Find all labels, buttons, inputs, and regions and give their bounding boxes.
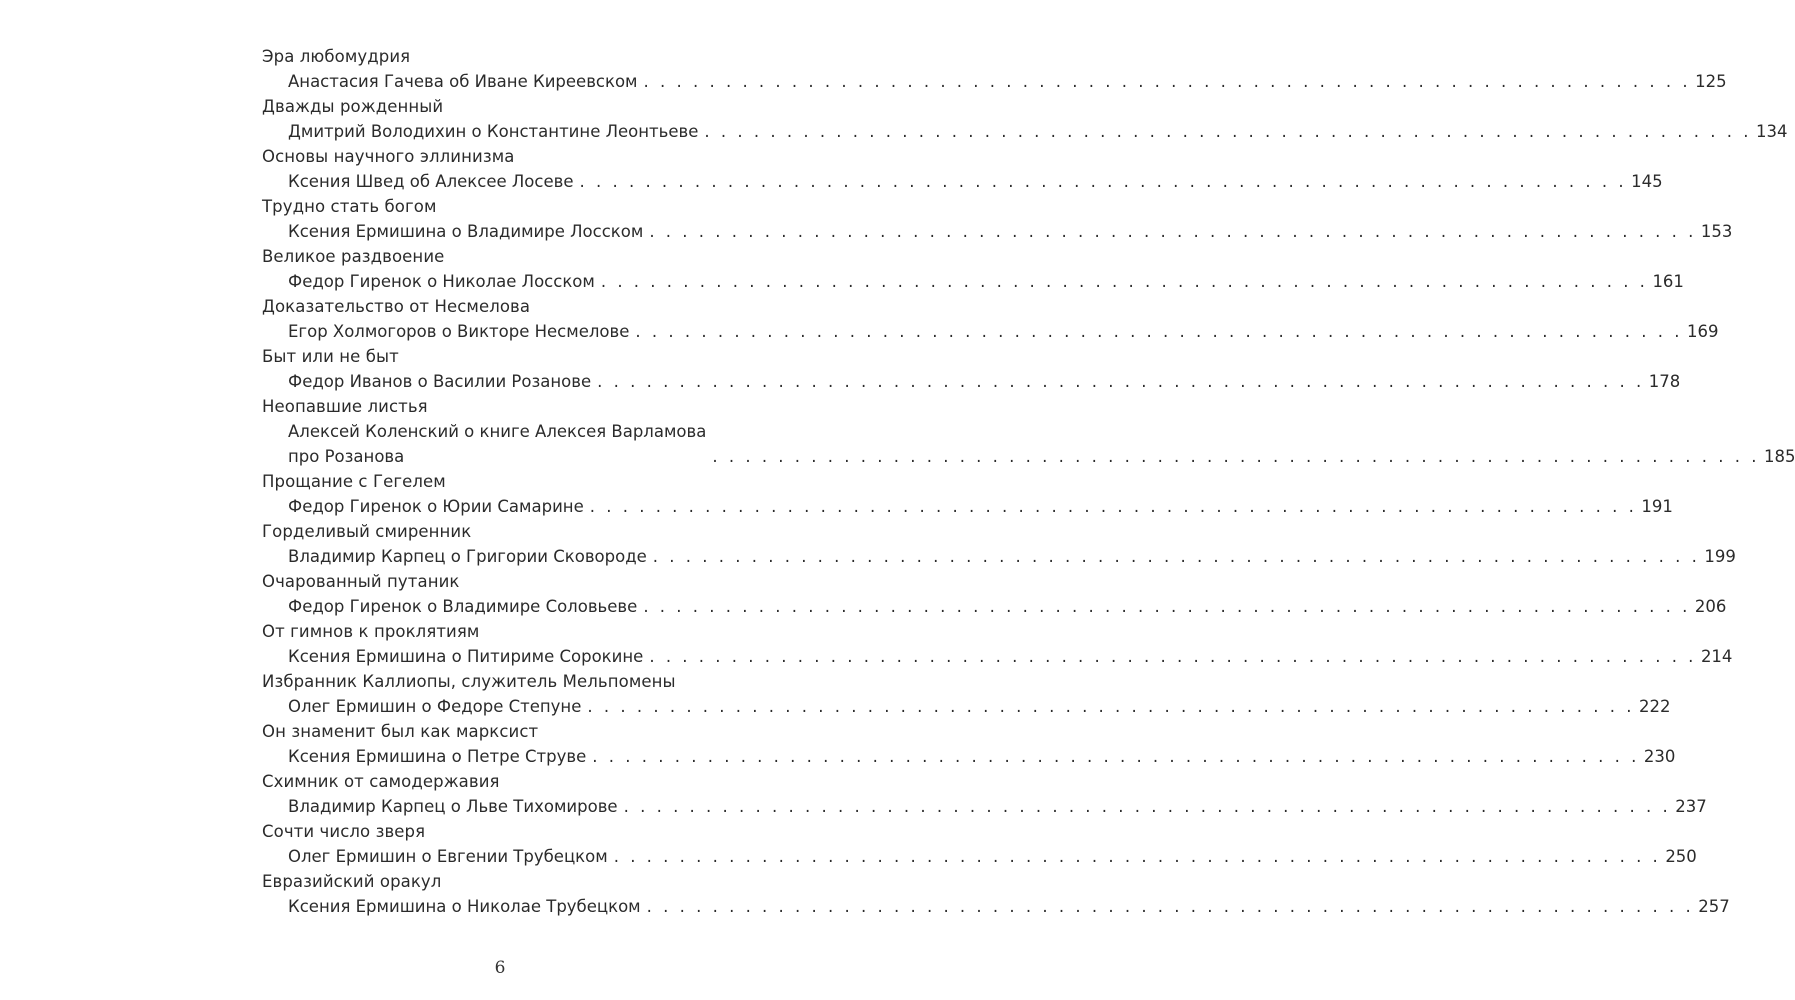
toc-entry-author-block <box>288 694 581 719</box>
toc-entry-title: Неопавшие листья <box>262 397 428 416</box>
toc-entry-author: Федор Гиренок о Владимире Соловьеве <box>288 597 638 616</box>
toc-entry <box>262 44 1727 94</box>
toc-entry <box>262 244 1684 294</box>
toc-entry-author: Владимир Карпец о Григории Сковороде <box>288 547 647 566</box>
toc-entry-title: Основы научного эллинизма <box>262 147 515 166</box>
toc-entry <box>262 94 1788 144</box>
toc-entry <box>262 519 1736 569</box>
toc-entry-page: 153 <box>1700 222 1733 241</box>
dot-leader: . . . . . . . . . . . . . . . . . . . . . . . . . . . . . . . . . . . . . . . . . . . . . . . . . . . . . . . . . . . . . . . . <box>623 797 1671 816</box>
toc-entry-title: Евразийский оракул <box>262 872 442 891</box>
toc-entry-page: 250 <box>1665 847 1697 866</box>
toc-entry-author-block <box>288 744 586 769</box>
toc-entry-page: 125 <box>1695 72 1727 91</box>
toc-entry-page: 134 <box>1756 122 1788 141</box>
toc-entry <box>262 394 1795 469</box>
toc-entry-author: Анастасия Гачева об Иване Киреевском <box>288 72 638 91</box>
dot-leader: . . . . . . . . . . . . . . . . . . . . . . . . . . . . . . . . . . . . . . . . . . . . . . . . . . . . . . . . . . . . . . . . <box>587 697 1635 716</box>
toc-entry-author-block <box>288 844 608 869</box>
toc-entry-author-block <box>288 369 591 394</box>
toc-entry-title: Прощание с Гегелем <box>262 472 446 491</box>
toc-entry <box>262 719 1676 769</box>
toc-entry-author-block <box>288 494 584 519</box>
toc-entry-author-block <box>288 419 706 469</box>
toc-entry <box>262 294 1719 344</box>
toc-entry-page: 206 <box>1694 597 1727 616</box>
dot-leader: . . . . . . . . . . . . . . . . . . . . . . . . . . . . . . . . . . . . . . . . . . . . . . . . . . . . . . . . . . . . . . . . <box>646 897 1694 916</box>
toc-entry-title: Сочти число зверя <box>262 822 426 841</box>
table-of-contents <box>262 44 1795 919</box>
toc-entry <box>262 669 1671 719</box>
toc-entry <box>262 344 1681 394</box>
toc-entry-page: 199 <box>1704 547 1736 566</box>
toc-entry <box>262 469 1673 519</box>
toc-entry-author-block <box>288 794 618 819</box>
toc-entry-page: 230 <box>1643 747 1676 766</box>
toc-entry-page: 161 <box>1652 272 1684 291</box>
toc-entry-author-block <box>288 119 698 144</box>
dot-leader: . . . . . . . . . . . . . . . . . . . . . . . . . . . . . . . . . . . . . . . . . . . . . . . . . . . . . . . . . . . . . . . . <box>635 322 1683 341</box>
toc-entry-page: 222 <box>1638 697 1671 716</box>
toc-entry-page: 257 <box>1698 897 1730 916</box>
dot-leader: . . . . . . . . . . . . . . . . . . . . . . . . . . . . . . . . . . . . . . . . . . . . . . . . . . . . . . . . . . . . . . . . <box>643 597 1691 616</box>
toc-entry <box>262 144 1663 194</box>
dot-leader: . . . . . . . . . . . . . . . . . . . . . . . . . . . . . . . . . . . . . . . . . . . . . . . . . . . . . . . . . . . . . . . . <box>600 272 1648 291</box>
toc-entry-line <box>262 419 1795 469</box>
toc-entry <box>262 619 1733 669</box>
toc-entry-line <box>262 369 1681 394</box>
dot-leader: . . . . . . . . . . . . . . . . . . . . . . . . . . . . . . . . . . . . . . . . . . . . . . . . . . . . . . . . . . . . . . . . <box>613 847 1661 866</box>
toc-entry-author-block <box>288 269 595 294</box>
dot-leader: . . . . . . . . . . . . . . . . . . . . . . . . . . . . . . . . . . . . . . . . . . . . . . . . . . . . . . . . . . . . . . . . <box>592 747 1640 766</box>
toc-entry-author-block <box>288 544 647 569</box>
toc-entry-author-block <box>288 319 629 344</box>
dot-leader: . . . . . . . . . . . . . . . . . . . . . . . . . . . . . . . . . . . . . . . . . . . . . . . . . . . . . . . . . . . . . . . . <box>712 447 1760 466</box>
toc-entry-author: Федор Гиренок о Николае Лосском <box>288 272 595 291</box>
toc-entry-line <box>262 544 1736 569</box>
toc-entry-title: Схимник от самодержавия <box>262 772 500 791</box>
toc-entry-line <box>262 119 1788 144</box>
toc-entry-line <box>262 844 1697 869</box>
toc-entry-line <box>262 269 1684 294</box>
dot-leader: . . . . . . . . . . . . . . . . . . . . . . . . . . . . . . . . . . . . . . . . . . . . . . . . . . . . . . . . . . . . . . . . <box>652 547 1700 566</box>
toc-entry-line <box>262 594 1727 619</box>
toc-entry-page: 214 <box>1700 647 1733 666</box>
page-number: 6 <box>494 958 506 978</box>
toc-entry-title: Быт или не быт <box>262 347 399 366</box>
dot-leader: . . . . . . . . . . . . . . . . . . . . . . . . . . . . . . . . . . . . . . . . . . . . . . . . . . . . . . . . . . . . . . . . <box>579 172 1627 191</box>
toc-entry-title: Он знаменит был как марксист <box>262 722 539 741</box>
toc-entry <box>262 569 1727 619</box>
toc-entry-page: 237 <box>1675 797 1707 816</box>
dot-leader: . . . . . . . . . . . . . . . . . . . . . . . . . . . . . . . . . . . . . . . . . . . . . . . . . . . . . . . . . . . . . . . . <box>597 372 1645 391</box>
toc-entry-title: Избранник Каллиопы, служитель Мельпомены <box>262 672 676 691</box>
toc-entry-author: Дмитрий Володихин о Константине Леонтьеве <box>288 122 699 141</box>
toc-entry-title: Эра любомудрия <box>262 47 411 66</box>
toc-entry-page: 169 <box>1686 322 1719 341</box>
toc-entry <box>262 869 1730 919</box>
dot-leader: . . . . . . . . . . . . . . . . . . . . . . . . . . . . . . . . . . . . . . . . . . . . . . . . . . . . . . . . . . . . . . . . <box>589 497 1637 516</box>
toc-entry-author: Федор Иванов о Василии Розанове <box>288 372 592 391</box>
toc-entry <box>262 194 1733 244</box>
toc-entry-author: Олег Ермишин о Евгении Трубецком <box>288 847 608 866</box>
toc-entry-author: Алексей Коленский о книге Алексея Варламова <box>288 422 707 441</box>
toc-entry <box>262 769 1707 819</box>
toc-entry-author: Владимир Карпец о Льве Тихомирове <box>288 797 618 816</box>
toc-entry-title: Очарованный путаник <box>262 572 460 591</box>
toc-entry-author: Ксения Ермишина о Питириме Сорокине <box>288 647 644 666</box>
toc-entry-author: Ксения Ермишина о Владимире Лосском <box>288 222 644 241</box>
toc-entry-author: Олег Ермишин о Федоре Степуне <box>288 697 582 716</box>
toc-entry-author: Ксения Ермишина о Петре Струве <box>288 747 587 766</box>
toc-entry-page: 178 <box>1648 372 1681 391</box>
toc-entry-author: Федор Гиренок о Юрии Самарине <box>288 497 584 516</box>
toc-entry-author-block <box>288 169 573 194</box>
toc-entry-line <box>262 794 1707 819</box>
toc-entry-page: 145 <box>1631 172 1663 191</box>
toc-entry-title: Дважды рожденный <box>262 97 444 116</box>
dot-leader: . . . . . . . . . . . . . . . . . . . . . . . . . . . . . . . . . . . . . . . . . . . . . . . . . . . . . . . . . . . . . . . . <box>643 72 1691 91</box>
toc-entry-line <box>262 494 1673 519</box>
toc-entry-line <box>262 219 1733 244</box>
toc-entry-line <box>262 744 1676 769</box>
dot-leader: . . . . . . . . . . . . . . . . . . . . . . . . . . . . . . . . . . . . . . . . . . . . . . . . . . . . . . . . . . . . . . . . <box>704 122 1752 141</box>
toc-entry-author: Егор Холмогоров о Викторе Несмелове <box>288 322 630 341</box>
toc-entry-title: Доказательство от Несмелова <box>262 297 531 316</box>
toc-entry-line <box>262 319 1719 344</box>
toc-entry <box>262 819 1697 869</box>
toc-entry-line <box>262 694 1671 719</box>
toc-entry-title: Великое раздвоение <box>262 247 445 266</box>
toc-entry-line <box>262 169 1663 194</box>
toc-entry-author-block <box>288 69 638 94</box>
toc-entry-page: 185 <box>1763 447 1795 466</box>
toc-entry-title: Трудно стать богом <box>262 197 437 216</box>
toc-entry-author-block <box>288 894 641 919</box>
toc-entry-line <box>262 69 1727 94</box>
toc-entry-author-block <box>288 644 643 669</box>
toc-entry-line <box>262 894 1730 919</box>
toc-entry-author-block <box>288 594 637 619</box>
toc-entry-title: От гимнов к проклятиям <box>262 622 480 641</box>
dot-leader: . . . . . . . . . . . . . . . . . . . . . . . . . . . . . . . . . . . . . . . . . . . . . . . . . . . . . . . . . . . . . . . . <box>649 222 1697 241</box>
toc-entry-author-block <box>288 219 643 244</box>
toc-entry-author-continued: про Розанова <box>288 447 405 466</box>
toc-entry-author: Ксения Швед об Алексее Лосеве <box>288 172 574 191</box>
toc-entry-title: Горделивый смиренник <box>262 522 472 541</box>
toc-entry-line <box>262 644 1733 669</box>
toc-entry-author: Ксения Ермишина о Николае Трубецком <box>288 897 641 916</box>
toc-entry-page: 191 <box>1641 497 1673 516</box>
dot-leader: . . . . . . . . . . . . . . . . . . . . . . . . . . . . . . . . . . . . . . . . . . . . . . . . . . . . . . . . . . . . . . . . <box>649 647 1697 666</box>
